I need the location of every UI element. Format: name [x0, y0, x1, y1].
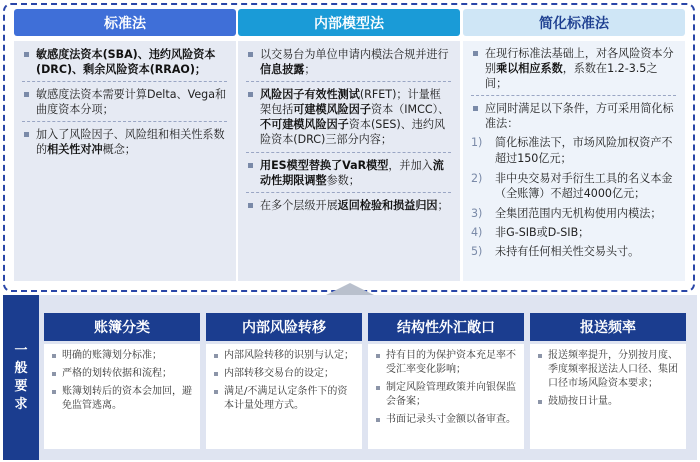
list-item-text: 鼓励按日计量。: [548, 396, 618, 407]
internal-risk-transfer-column: [206, 313, 362, 449]
internal-item-2-bold-2: 可建模风险因子: [293, 103, 371, 117]
internal-item-4-bold: 返回检验和损益归因: [337, 198, 438, 212]
internal-item-4-text: 在多个层级开展: [260, 198, 338, 212]
internal-item-2-bold-3: 不可建模风险因子: [260, 118, 349, 132]
simplified-method-panel: [463, 41, 685, 281]
internal-item-3: [246, 158, 451, 188]
standard-item-2-text: 敏感度法资本需要计算Delta、Vega和曲度资本分项；: [36, 88, 227, 117]
list-item: [212, 367, 356, 381]
label-char: 求: [14, 396, 28, 412]
book-classification-panel: [44, 344, 200, 449]
standard-item-2: [22, 87, 227, 117]
bullet-icon: [538, 354, 542, 358]
internal-item-1-text: 以交易台为单位申请内模法合规并进行: [260, 48, 449, 61]
internal-item-3-text-2: 参数；: [326, 173, 360, 187]
list-item: [50, 367, 194, 381]
label-char: 般: [14, 360, 28, 376]
reporting-frequency-title: 报送频率: [530, 313, 686, 341]
list-item-text: 内部风险转移的识别与认定；: [224, 350, 354, 361]
simplified-intro-1-text: 在现行标准法基础上，对各风险资本分别: [485, 47, 674, 76]
simplified-intro-1: [471, 46, 676, 91]
internal-item-1-bold: 信息披露: [260, 63, 305, 77]
divider: [246, 152, 451, 153]
internal-item-2-text-1: (RFET)；计量框架包括: [260, 88, 441, 117]
list-item: [212, 349, 356, 363]
list-item-text: 满足/不满足认定条件下的资本计量处理方式。: [224, 386, 348, 411]
bullet-icon: [248, 92, 253, 97]
standard-method-title: 标准法: [14, 9, 236, 36]
reporting-frequency-panel: [530, 344, 686, 449]
structural-fx-exposure-panel: [368, 344, 524, 449]
list-item-text: 账簿划转后的资本会加回，避免监管逃离。: [62, 386, 192, 411]
bullet-icon: [376, 418, 380, 422]
standard-method-panel: [14, 41, 236, 281]
structural-fx-exposure-column: [368, 313, 524, 449]
label-char: 要: [14, 378, 28, 394]
condition-number: 5): [471, 245, 483, 259]
internal-item-1-tail: ；: [304, 63, 316, 77]
condition-text: 全集团范围内无机构使用内模法；: [495, 206, 662, 220]
internal-risk-transfer-title: 内部风险转移: [206, 313, 362, 341]
standard-method-column: [14, 9, 236, 281]
divider: [246, 81, 451, 82]
internal-item-3-bold-1: 用ES模型替换了VaR模型: [260, 158, 389, 172]
condition-number: 4): [471, 225, 483, 239]
condition-item: [471, 171, 676, 201]
bullet-icon: [473, 51, 478, 56]
divider: [471, 95, 676, 96]
condition-text: 非中央交易对手衍生工具的名义本金（全账簿）不超过4000亿元；: [495, 171, 673, 200]
internal-risk-transfer-panel: [206, 344, 362, 449]
internal-model-column: [238, 9, 460, 281]
bullet-icon: [24, 92, 29, 97]
condition-item: [471, 206, 676, 221]
condition-text: 未持有任何相关性交易头寸。: [495, 245, 640, 259]
simplified-intro-2-text: 应同时满足以下条件，方可采用简化标准法：: [485, 102, 674, 131]
list-item: [374, 349, 518, 377]
bullet-icon: [52, 354, 56, 358]
internal-item-3-text-1: ，并加入: [388, 158, 433, 172]
condition-text: 简化标准法下，市场风险加权资产不超过150亿元；: [495, 136, 673, 165]
divider: [22, 81, 227, 82]
list-item: [50, 349, 194, 363]
standard-item-3: [22, 127, 227, 157]
internal-item-2-text-2: 资本（IMCC）、: [370, 103, 450, 117]
standard-item-3-bold: 相关性对冲: [47, 143, 103, 157]
simplified-intro-2: [471, 101, 676, 131]
list-item-text: 制定风险管理政策并向银保监会备案；: [386, 382, 516, 407]
bullet-icon: [52, 390, 56, 394]
simplified-intro-1-tail: ，系数在1.2-3.5之间；: [485, 62, 658, 91]
condition-number: 2): [471, 171, 483, 185]
divider: [22, 121, 227, 122]
internal-item-4-tail: ；: [437, 198, 449, 212]
bullet-icon: [376, 386, 380, 390]
bullet-icon: [52, 372, 56, 376]
condition-number: 1): [471, 136, 483, 150]
list-item: [374, 381, 518, 409]
list-item: [212, 385, 356, 413]
bullet-icon: [473, 106, 478, 111]
condition-text: 非G-SIB或D-SIB；: [495, 225, 590, 239]
list-item: [536, 349, 680, 391]
list-item-text: 严格的划转依据和流程；: [62, 368, 172, 379]
book-classification-title: 账簿分类: [44, 313, 200, 341]
condition-item: [471, 225, 676, 240]
bullet-icon: [214, 390, 218, 394]
bullet-icon: [248, 203, 253, 208]
standard-item-1: [22, 47, 227, 77]
internal-item-2: [246, 87, 451, 147]
bullet-icon: [214, 372, 218, 376]
condition-item: [471, 135, 676, 165]
list-item: [374, 413, 518, 427]
internal-item-2-bold-1: 风险因子有效性测试: [260, 88, 360, 102]
bullet-icon: [248, 52, 253, 57]
list-item-text: 明确的账簿划分标准；: [62, 350, 162, 361]
list-item: [536, 395, 680, 409]
internal-item-1: [246, 47, 451, 77]
simplified-intro-1-bold: 乘以相应系数: [496, 62, 563, 76]
bullet-icon: [24, 52, 29, 57]
simplified-method-column: [463, 9, 685, 281]
bullet-icon: [24, 132, 29, 137]
internal-model-panel: [238, 41, 460, 281]
divider: [246, 192, 451, 193]
standard-item-3-tail: 概念；: [102, 143, 136, 157]
bullet-icon: [248, 163, 253, 168]
internal-model-title: 内部模型法: [238, 9, 460, 36]
standard-item-3-text: 加入了风险因子、风险组和相关性系数的: [36, 128, 225, 157]
list-item-text: 持有目的为保护资本充足率不受汇率变化影响；: [386, 350, 516, 375]
reporting-frequency-column: [530, 313, 686, 449]
list-item-text: 报送频率提升，分别按月度、季度频率报送法人口径、集团口径市场风险资本要求；: [548, 350, 678, 389]
general-requirements-label: [3, 295, 39, 460]
simplified-method-title: 简化标准法: [463, 9, 685, 36]
general-requirements-section: [3, 295, 697, 460]
list-item-text: 书面记录头寸金额以备审查。: [386, 414, 516, 425]
internal-item-4: [246, 198, 451, 213]
standard-item-1-text: 敏感度法资本(SBA)、违约风险资本(DRC)、剩余风险资本(RRAO)；: [36, 48, 216, 77]
list-item: [50, 385, 194, 413]
list-item-text: 内部转移交易台的设定；: [224, 368, 334, 379]
bullet-icon: [376, 354, 380, 358]
condition-item: [471, 244, 676, 259]
bullet-icon: [214, 354, 218, 358]
structural-fx-exposure-title: 结构性外汇敞口: [368, 313, 524, 341]
condition-number: 3): [471, 206, 483, 220]
book-classification-column: [44, 313, 200, 449]
label-char: 一: [14, 342, 28, 358]
internal-item-3-bold-2: 流动性期限调整: [260, 158, 444, 187]
bullet-icon: [538, 400, 542, 404]
internal-item-2-text-3: 资本(SES)、违约风险资本(DRC)三部分内容；: [260, 118, 446, 147]
